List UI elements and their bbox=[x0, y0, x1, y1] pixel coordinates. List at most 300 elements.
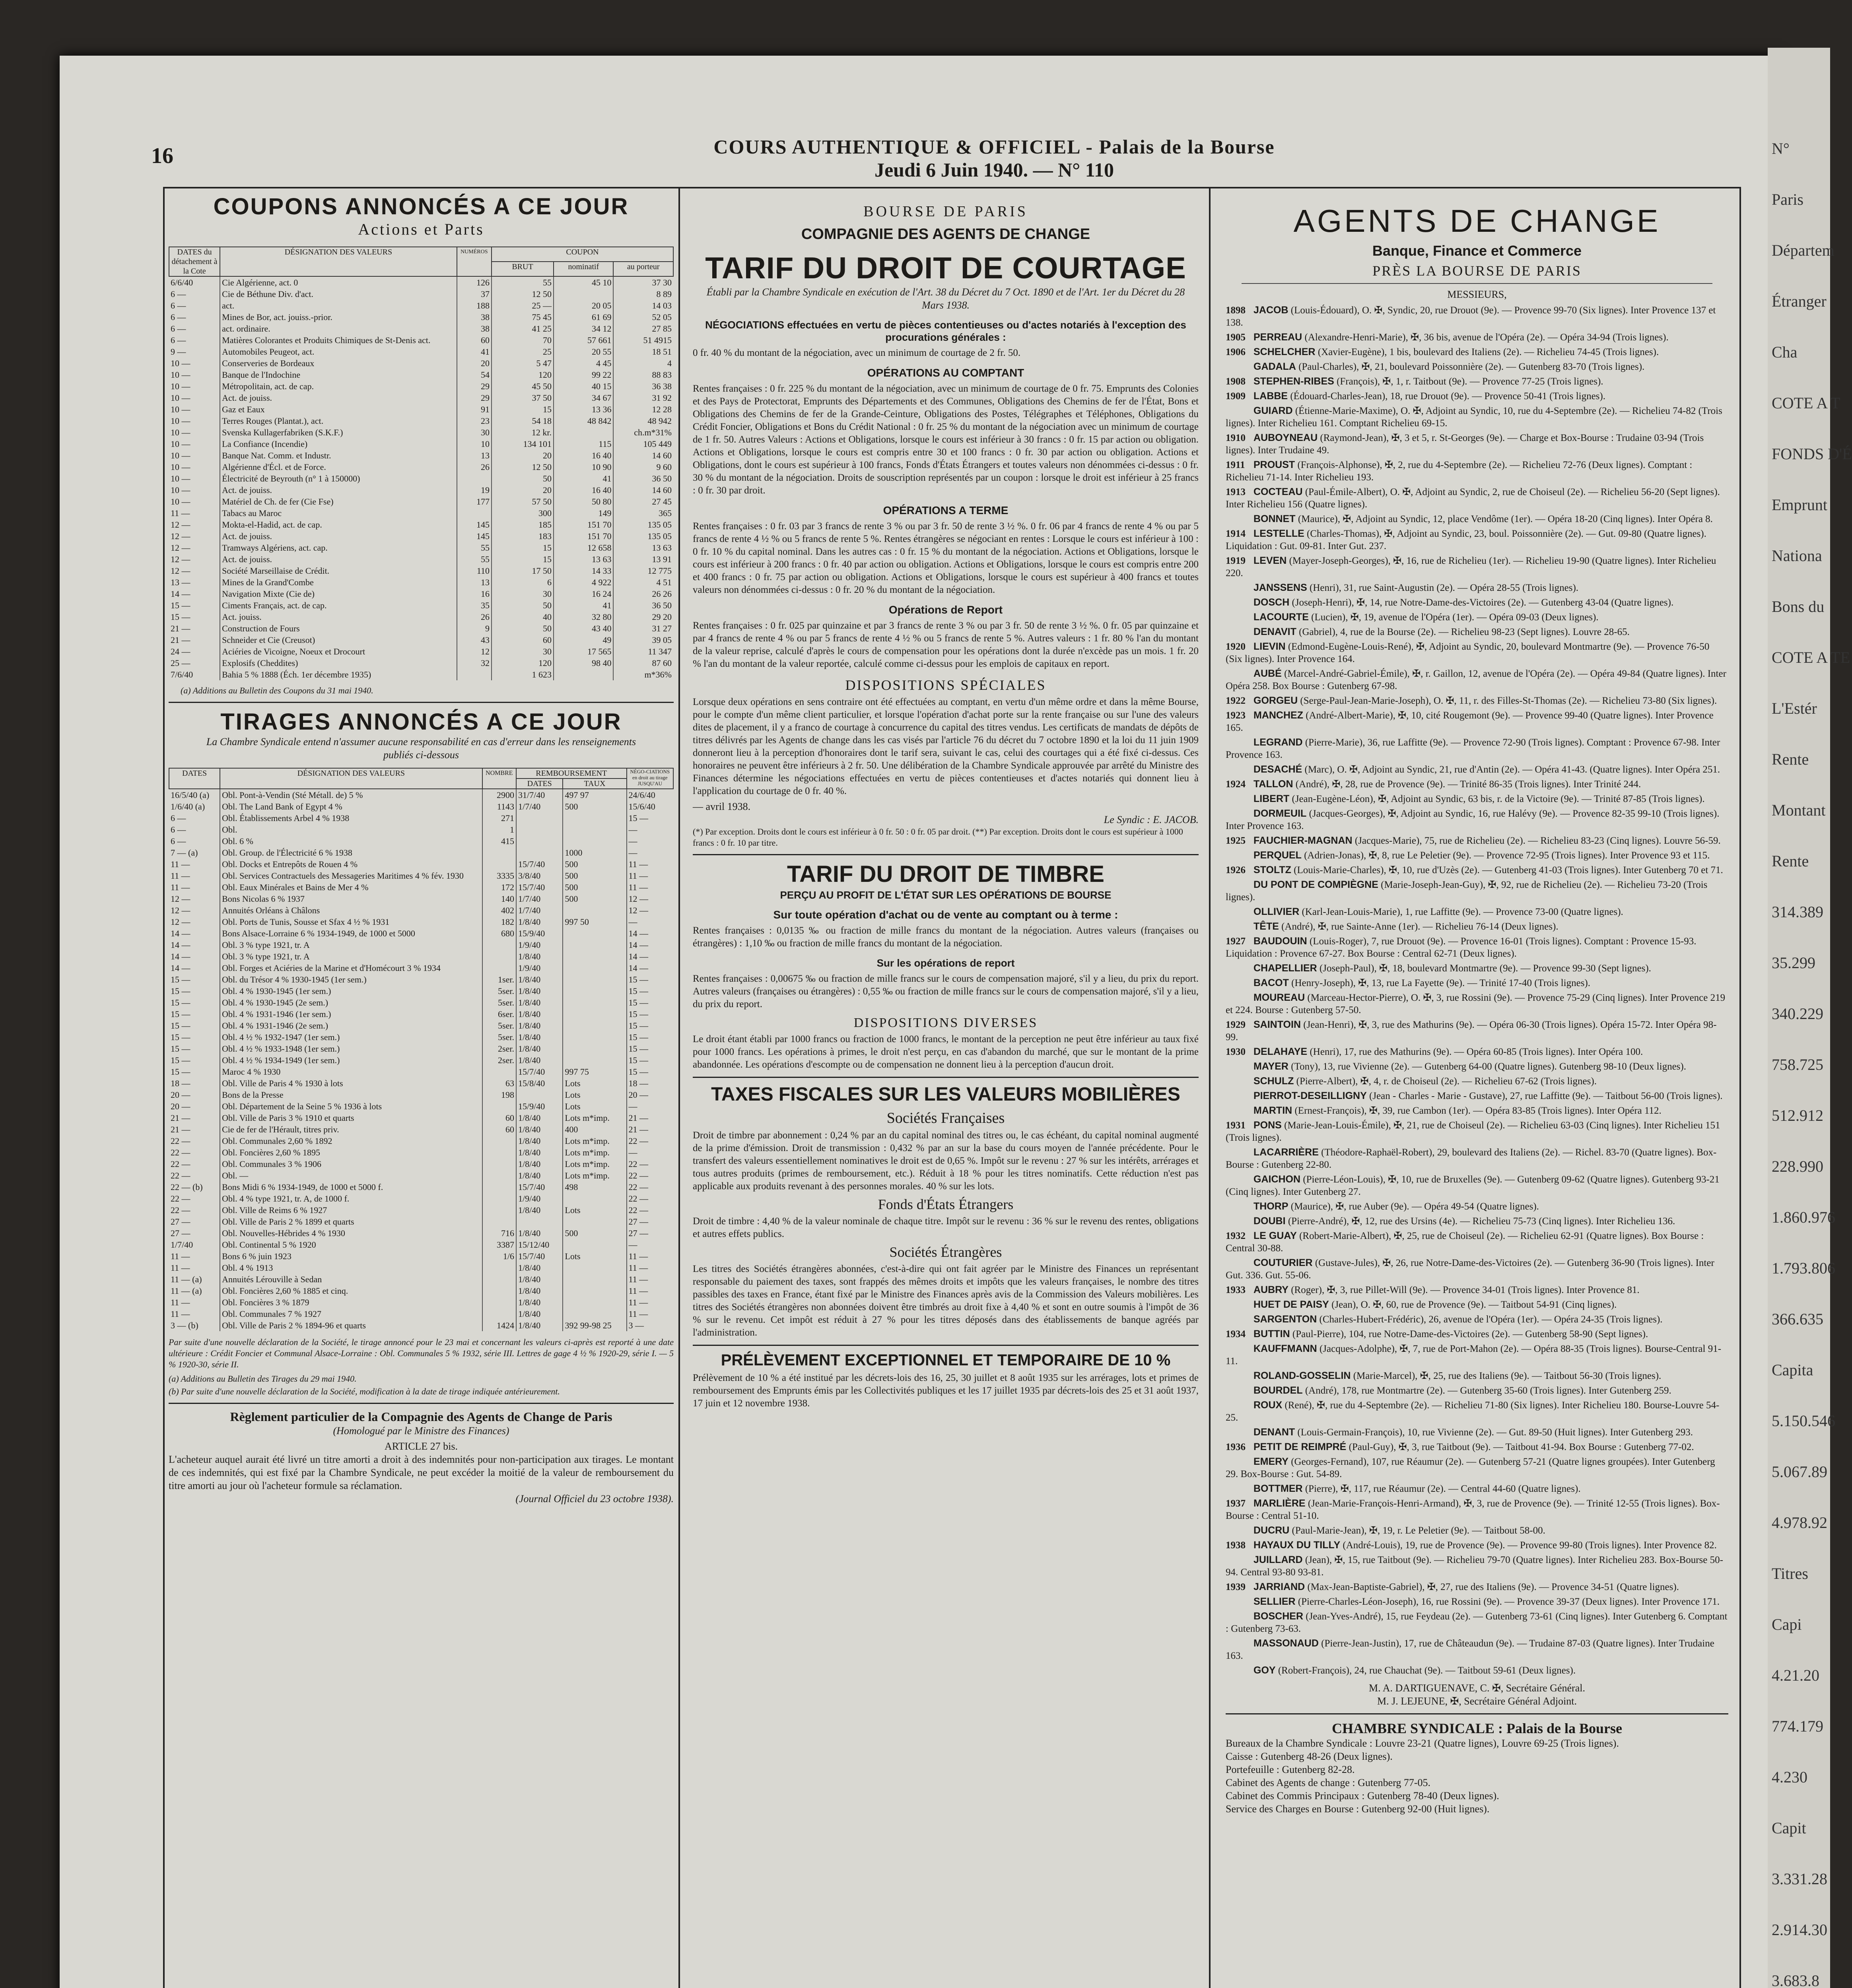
table-cell: 15 — bbox=[171, 1044, 190, 1054]
col-header-dates: DATES bbox=[169, 768, 220, 789]
table-row bbox=[169, 1227, 673, 1239]
table-cell: 11 — bbox=[627, 881, 673, 893]
table-cell: 21 — bbox=[171, 623, 190, 633]
table-cell: Obl. Docks et Entrepôts de Rouen 4 % bbox=[220, 858, 482, 870]
adjacent-page-fragment: 3.331.28 bbox=[1772, 1870, 1827, 1888]
report-title: Opérations de Report bbox=[888, 604, 1003, 616]
tarif-company: COMPAGNIE DES AGENTS DE CHANGE bbox=[801, 226, 1090, 243]
table-cell: 50 bbox=[492, 623, 554, 634]
agent-details: (Louis-Marie-Charles), ✠, 10, rue d'Uzès (2e). — Gutenberg 41-03 (Trois lignes). Inter Gutenberg 70 et 71. bbox=[1291, 865, 1723, 876]
table-cell: 12 — bbox=[171, 566, 190, 576]
agent-year: 1930 bbox=[1226, 1046, 1246, 1057]
agent-entry bbox=[1226, 1343, 1728, 1367]
table-cell: 1/8/40 bbox=[516, 1008, 563, 1020]
adjacent-page-fragment: 758.725 bbox=[1772, 1056, 1823, 1074]
table-cell: 27 — bbox=[171, 1228, 190, 1238]
table-cell: 12 50 bbox=[492, 288, 554, 300]
agent-entry bbox=[1226, 641, 1728, 665]
coupons-subtitle: Actions et Parts bbox=[358, 220, 484, 238]
table-cell: Lots bbox=[563, 1250, 626, 1262]
agent-year: 1938 bbox=[1226, 1540, 1246, 1551]
agent-name: DORMEUIL bbox=[1253, 808, 1307, 819]
agent-name: BONNET bbox=[1253, 513, 1296, 524]
agent-entry bbox=[1226, 486, 1728, 511]
col-header-remboursement: REMBOURSEMENT bbox=[516, 768, 627, 779]
table-cell: 198 bbox=[482, 1089, 516, 1101]
table-cell: — bbox=[627, 1101, 673, 1112]
table-row bbox=[169, 404, 673, 415]
table-cell: 26 bbox=[457, 611, 492, 623]
reglement-title: Règlement particulier de la Compagnie des Agents de Change de Paris bbox=[230, 1409, 612, 1424]
table-cell: 500 bbox=[563, 870, 626, 881]
table-cell: Obl. 6 % bbox=[220, 835, 482, 847]
chambre-lines bbox=[1226, 1737, 1728, 1815]
table-cell bbox=[482, 1181, 516, 1193]
table-cell: 15 bbox=[492, 542, 554, 553]
agent-year: 1906 bbox=[1226, 347, 1246, 357]
agent-entry bbox=[1226, 1581, 1728, 1593]
col-header-nominatif: nominatif bbox=[554, 262, 613, 276]
table-cell: 10 — bbox=[171, 404, 190, 414]
adjacent-page-fragment: 4.230 bbox=[1772, 1768, 1807, 1786]
table-cell: 500 bbox=[563, 881, 626, 893]
taxes-title: TAXES FISCALES SUR LES VALEURS MOBILIÈRES bbox=[711, 1084, 1180, 1105]
agent-entry bbox=[1226, 513, 1728, 525]
negociations-text: 0 fr. 40 % du montant de la négociation, avec un minimum de courtage de 2 fr. 50. bbox=[693, 348, 1021, 358]
table-cell bbox=[482, 1147, 516, 1158]
table-cell: 6 — bbox=[171, 836, 186, 846]
agent-name: HUET DE PAISY bbox=[1253, 1299, 1329, 1310]
taxes-etrangeres-text: Les titres des Sociétés étrangères abonnées, c'est-à-dire qui ont fait agréer par le Ministre des Finances un représentant responsable du paiement des taxes, sont frappés des mêmes droits et impôts que les valeurs françaises, le nombre des titres passibles des taxes en France, étant fixé par le Ministre des Finances après avis de la Commission des Valeurs mobilières. Les titres des Sociétés étrangères non abonnées doivent être timbrés au droit fixe à 4,40 % et sont en outre soumis à l'impôt de 36 % sur le revenu. Cet impôt est réduit à 27 % pour les titres déposés dans des établissements de banque agréés par l'administration. bbox=[693, 1264, 1199, 1338]
table-cell: 32 80 bbox=[554, 611, 613, 623]
table-cell: Svenska Kullagerfabriken (S.K.F.) bbox=[220, 427, 457, 438]
table-cell: 22 — bbox=[171, 1159, 190, 1169]
column-divider bbox=[678, 187, 680, 1988]
table-cell bbox=[482, 1158, 516, 1170]
table-cell: 41 25 bbox=[492, 323, 554, 334]
table-cell: 15/7/40 bbox=[516, 858, 563, 870]
timbre-subtitle: PERÇU AU PROFIT DE L'ÉTAT SUR LES OPÉRATIONS DE BOURSE bbox=[780, 889, 1112, 901]
table-cell: 11 — (a) bbox=[171, 1286, 202, 1296]
table-cell: 34 67 bbox=[554, 392, 613, 404]
table-cell: 680 bbox=[482, 928, 516, 939]
table-cell: 15 — bbox=[171, 1021, 190, 1031]
table-cell: 37 bbox=[457, 288, 492, 300]
table-cell: 12 — bbox=[171, 894, 190, 904]
table-cell: 1/8/40 bbox=[516, 1147, 563, 1158]
agent-details: (Adrien-Jonas), ✠, 8, rue Le Peletier (9e). — Provence 72-95 (Trois lignes). Inter Provence 93 et 115. bbox=[1301, 850, 1710, 861]
table-cell: 36 50 bbox=[613, 473, 673, 484]
agent-details: (André), ✠, rue Sainte-Anne (1er). — Richelieu 76-14 (Deux lignes). bbox=[1279, 921, 1559, 932]
agent-name: BAUDOUIN bbox=[1253, 936, 1307, 947]
table-cell: 997 50 bbox=[563, 916, 626, 928]
adjacent-page-fragment: 512.912 bbox=[1772, 1107, 1823, 1124]
table-cell bbox=[482, 1262, 516, 1274]
table-cell: 1/7/40 bbox=[516, 893, 563, 905]
table-cell: 57 50 bbox=[492, 496, 554, 507]
agent-details: (Jacques-Adolphe), ✠, 7, rue de Port-Mahon (2e). — Opéra 88-35 (Trois lignes). Bourse-Central 91-11. bbox=[1226, 1343, 1722, 1367]
table-cell: 110 bbox=[457, 565, 492, 577]
table-cell: 27 45 bbox=[613, 496, 673, 507]
table-cell: 1/8/40 bbox=[516, 951, 563, 962]
table-cell: 15 — bbox=[171, 1009, 190, 1019]
table-row bbox=[169, 858, 673, 870]
table-cell: 30 bbox=[492, 646, 554, 657]
table-cell: 98 40 bbox=[554, 657, 613, 669]
table-cell: Obl. Eaux Minérales et Bains de Mer 4 % bbox=[220, 881, 482, 893]
agent-name: PETIT DE REIMPRÉ bbox=[1253, 1441, 1347, 1452]
table-row bbox=[169, 1054, 673, 1066]
agent-entry bbox=[1226, 1426, 1728, 1439]
table-cell bbox=[554, 288, 613, 300]
table-cell: 12 775 bbox=[613, 565, 673, 577]
table-cell: 4 45 bbox=[554, 357, 613, 369]
table-cell: 11 — bbox=[171, 1309, 190, 1319]
table-cell: 6 — bbox=[171, 825, 186, 835]
agent-entry bbox=[1226, 763, 1728, 776]
agent-entry bbox=[1226, 346, 1728, 358]
table-cell: 60 bbox=[492, 634, 554, 646]
table-cell: — bbox=[627, 1147, 673, 1158]
table-cell: 11 — bbox=[171, 859, 190, 869]
agent-details: (Henry-Joseph), ✠, 13, rue La Fayette (9e). — Trinité 17-40 (Trois lignes). bbox=[1288, 978, 1590, 988]
table-cell bbox=[563, 1043, 626, 1054]
agent-details: (Paul-Guy), ✠, 3, rue Taitbout (9e). — Taitbout 41-94. Box Bourse : Gutenberg 77-02. bbox=[1346, 1442, 1694, 1452]
agent-name: PIERROT-DESEILLIGNY bbox=[1253, 1090, 1367, 1101]
table-cell: Lots bbox=[563, 1204, 626, 1216]
agent-year: 1925 bbox=[1226, 835, 1246, 846]
timbre-dispositions-title: DISPOSITIONS DIVERSES bbox=[853, 1015, 1038, 1030]
timbre-comptant-text: Rentes françaises : 0,0135 ‰ ou fraction de mille francs du montant de la négociation. Autres valeurs (françaises ou étrangères) : 1,10 ‰ ou fraction de mille francs du montant de la négociation. bbox=[693, 925, 1199, 949]
table-cell: act. ordinaire. bbox=[220, 323, 457, 334]
agent-details: (René), ✠, rue du 4-Septembre (2e). — Richelieu 71-80 (Six lignes). Inter Richelieu 180. Bourse-Louvre 54-25. bbox=[1226, 1400, 1720, 1423]
table-cell: 15 — bbox=[627, 812, 673, 824]
table-cell: Bons de la Presse bbox=[220, 1089, 482, 1101]
table-cell: 15 — bbox=[627, 985, 673, 997]
agent-name: ROUX bbox=[1253, 1400, 1283, 1411]
table-cell: 27 85 bbox=[613, 323, 673, 334]
coupons-note: (a) Additions au Bulletin des Coupons du 31 mai 1940. bbox=[181, 685, 373, 695]
tarif-kicker: BOURSE DE PARIS bbox=[863, 203, 1028, 220]
table-row bbox=[169, 646, 673, 657]
table-cell: — bbox=[627, 916, 673, 928]
agent-entry bbox=[1226, 695, 1728, 707]
table-cell: 500 bbox=[563, 858, 626, 870]
agent-name: AUBÉ bbox=[1253, 668, 1282, 679]
table-cell bbox=[482, 1204, 516, 1216]
table-cell: 3 — bbox=[627, 1320, 673, 1331]
table-cell: Obl. Services Contractuels des Messageries Maritimes 4 % fév. 1930 bbox=[220, 870, 482, 881]
chambre-line: Cabinet des Agents de change : Gutenberg 77-05. bbox=[1226, 1777, 1431, 1788]
table-cell: Act. jouiss. bbox=[220, 611, 457, 623]
table-cell: 9 bbox=[457, 623, 492, 634]
table-cell: 14 — bbox=[171, 589, 190, 599]
table-row bbox=[169, 847, 673, 858]
page-number: 16 bbox=[151, 144, 173, 168]
agent-name: LABBE bbox=[1253, 390, 1288, 402]
agent-entry bbox=[1226, 555, 1728, 579]
agent-details: (Marie-Marcel), ✠, 25, rue des Italiens (9e). — Taitbout 56-30 (Trois lignes). bbox=[1351, 1371, 1662, 1381]
agent-name: PROUST bbox=[1253, 459, 1295, 470]
table-row bbox=[169, 1008, 673, 1020]
adjacent-page-fragment: 1.793.806 bbox=[1772, 1259, 1835, 1277]
table-cell: 63 bbox=[482, 1077, 516, 1089]
table-cell: 36 38 bbox=[613, 381, 673, 392]
table-row bbox=[169, 461, 673, 473]
table-cell bbox=[563, 1297, 626, 1308]
table-cell: 12 — bbox=[171, 917, 190, 927]
table-cell: 11 — bbox=[627, 870, 673, 881]
agent-name: BOTTMER bbox=[1253, 1483, 1303, 1494]
table-cell: Obl. Continental 5 % 1920 bbox=[220, 1239, 482, 1250]
agent-entry bbox=[1226, 432, 1728, 456]
timbre-title: TARIF DU DROIT DE TIMBRE bbox=[787, 861, 1104, 887]
agent-details: (Henri), 31, rue Saint-Augustin (2e). — Opéra 28-55 (Trois lignes). bbox=[1307, 582, 1579, 593]
table-cell: 15/9/40 bbox=[516, 928, 563, 939]
agent-details: (André-Louis), 19, rue de Provence (9e). — Provence 99-80 (Trois lignes). Inter Provence 82. bbox=[1340, 1540, 1717, 1551]
table-cell: 40 15 bbox=[554, 381, 613, 392]
agent-year: 1923 bbox=[1226, 710, 1246, 721]
table-cell: 1/7/40 bbox=[516, 801, 563, 812]
table-row bbox=[169, 789, 673, 801]
table-cell: 1/8/40 bbox=[516, 1285, 563, 1297]
tarif-legal: Établi par la Chambre Syndicale en exécution de l'Art. 38 du Décret du 7 Oct. 1890 et de l'Art. 1er du Décret du 28 Mars 1938. bbox=[706, 286, 1185, 311]
agent-entry bbox=[1226, 1539, 1728, 1551]
agent-entry bbox=[1226, 1075, 1728, 1087]
table-cell: Bons Nicolas 6 % 1937 bbox=[220, 893, 482, 905]
table-cell: 57 661 bbox=[554, 334, 613, 346]
masthead-date: Jeudi 6 Juin 1940. — N° 110 bbox=[874, 159, 1114, 181]
table-cell: Mines de la Grand'Combe bbox=[220, 577, 457, 588]
table-cell: 140 bbox=[482, 893, 516, 905]
table-row bbox=[169, 1066, 673, 1077]
table-cell: 11 — bbox=[627, 1297, 673, 1308]
agent-details: (Gustave-Jules), ✠, 26, rue Notre-Dame-des-Victoires (2e). — Gutenberg 36-90 (Trois lignes). Inter Gut. 336. Gut. 55-06. bbox=[1226, 1258, 1714, 1281]
table-cell: 5ser. bbox=[482, 1031, 516, 1043]
table-cell: 1/8/40 bbox=[516, 974, 563, 985]
column-left bbox=[165, 187, 678, 1988]
col-header-porteur: au porteur bbox=[613, 262, 673, 276]
agent-entry bbox=[1226, 1328, 1728, 1340]
adjacent-page-fragment: Nationa bbox=[1772, 547, 1822, 565]
table-row bbox=[169, 1112, 673, 1124]
agent-details: (Jean-Henri), ✠, 3, rue des Mathurins (9e). — Opéra 06-30 (Trois lignes). Opéra 15-72. Inter Opéra 98-99. bbox=[1226, 1019, 1717, 1043]
table-cell: 6ser. bbox=[482, 1008, 516, 1020]
table-cell: Explosifs (Cheddites) bbox=[220, 657, 457, 669]
table-cell: 1000 bbox=[563, 847, 626, 858]
table-cell: 38 bbox=[457, 323, 492, 334]
col-header-coupon: COUPON bbox=[492, 247, 673, 262]
table-cell: 997 75 bbox=[563, 1066, 626, 1077]
table-cell bbox=[482, 1274, 516, 1285]
agent-details: (Pierre-Léon-Louis), ✠, 10, rue de Bruxelles (9e). — Gutenberg 09-62 (Quatre lignes). Gutenberg 93-21 (Cinq lignes). Inter Gutenberg 27. bbox=[1226, 1174, 1720, 1197]
table-cell: 15 — bbox=[171, 1055, 190, 1065]
table-cell: Lots bbox=[563, 1077, 626, 1089]
table-cell bbox=[516, 812, 563, 824]
table-cell: 135 05 bbox=[613, 530, 673, 542]
agent-name: JARRIAND bbox=[1253, 1581, 1305, 1592]
table-cell: Obl. 4 % type 1921, tr. A, de 1000 f. bbox=[220, 1193, 482, 1204]
table-cell bbox=[516, 824, 563, 835]
table-cell: Obl. 3 % type 1921, tr. A bbox=[220, 951, 482, 962]
table-row bbox=[169, 415, 673, 427]
agent-entry bbox=[1226, 864, 1728, 876]
tirages-note-b: (b) Par suite d'une nouvelle déclaration de la Société, modification à la date de tirage indiquée antérieurement. bbox=[169, 1386, 560, 1396]
table-cell bbox=[563, 951, 626, 962]
agent-details: (Robert-Marie-Albert), ✠, 25, rue de Choiseul (2e). — Richelieu 62-91 (Quatre lignes). Box Bourse : Central 30-88. bbox=[1226, 1231, 1704, 1254]
table-cell: 15 — bbox=[627, 1043, 673, 1054]
table-row bbox=[169, 1020, 673, 1031]
table-row bbox=[169, 519, 673, 530]
taxes-fr-title: Sociétés Françaises bbox=[886, 1110, 1005, 1126]
table-cell: — bbox=[627, 824, 673, 835]
table-cell: 34 12 bbox=[554, 323, 613, 334]
table-cell: 91 bbox=[457, 404, 492, 415]
table-cell: Cie Algérienne, act. 0 bbox=[220, 276, 457, 288]
agent-details: (André), 178, rue Montmartre (2e). — Gutenberg 35-60 (Trois lignes). Inter Gutenberg 259. bbox=[1302, 1385, 1671, 1396]
comptant-text: Rentes françaises : 0 fr. 225 % du montant de la négociation, avec un minimum de courtage de 0 fr. 75. Emprunts des Colonies et des Pays de Protectorat, Emprunts des Départements et des Communes, Obligations des Chemins de fer de l'État, Bons et Obligations des Chemins de fer de la Grande-Ceinture, Obligations des Postes, Télégraphes et Téléphones, Obligations du Crédit Foncier, Obligations et Bons du Crédit National : 0 fr. 25 % du montant de la négociation avec un minimum de courtage de 1 fr. 50. Autres Valeurs : Actions et Obligations, lorsque le cours est inférieur à 30 francs : 0 fr. 15 par action ou obligation. Actions et Obligations, lorsque le cours est compris entre 30 et 100 francs : 0 fr. 30 par action ou obligation. Actions et Obligations, dont le cours est supérieur à 100 francs, Fonds d'États Étrangers et toutes valeurs non dénommées ci-dessus : 0 fr. 30 % du montant de la négociation. Droits de souscription représentés par un coupon : lorsque le droit est inférieur à 25 francs : 0 fr. 30 par droit. bbox=[693, 383, 1199, 496]
table-cell: 8 89 bbox=[613, 288, 673, 300]
table-row bbox=[169, 812, 673, 824]
table-cell: 15 — bbox=[627, 974, 673, 985]
table-cell: 15 — bbox=[171, 986, 190, 996]
table-cell: 22 — bbox=[171, 1147, 190, 1157]
agent-details: (Ernest-François), ✠, 39, rue Cambon (1er). — Opéra 83-85 (Trois lignes). Inter Opéra 112. bbox=[1292, 1105, 1662, 1116]
table-cell: 12 bbox=[457, 646, 492, 657]
agent-details: (Pierre-Charles-Léon-Joseph), 16, rue Rossini (9e). — Provence 39-37 (Deux lignes). Inter Provence 171. bbox=[1295, 1596, 1720, 1607]
table-cell: 12 — bbox=[171, 520, 190, 530]
table-cell: 1/8/40 bbox=[516, 1054, 563, 1066]
column-middle bbox=[685, 187, 1207, 1988]
table-row bbox=[169, 553, 673, 565]
table-cell: 13 — bbox=[171, 577, 190, 587]
table-cell: 20 — bbox=[171, 1101, 190, 1111]
tarif-title: TARIF DU DROIT DE COURTAGE bbox=[705, 251, 1186, 285]
agent-year: 1932 bbox=[1226, 1231, 1246, 1241]
agent-entry bbox=[1226, 331, 1728, 344]
agent-details: (Charles-Thomas), ✠, Adjoint au Syndic, 23, boul. Poissonnière (2e). — Gut. 09-80 (Quatre lignes). Liquidation : Gut. 09-81. Inter Gut. 237. bbox=[1226, 528, 1706, 551]
table-cell: Obl. Ville de Reims 6 % 1927 bbox=[220, 1204, 482, 1216]
table-row bbox=[169, 1135, 673, 1147]
table-cell: 12 — bbox=[171, 554, 190, 564]
tirages-table bbox=[169, 768, 674, 1331]
table-cell bbox=[554, 427, 613, 438]
table-cell: 22 — bbox=[627, 1158, 673, 1170]
table-row bbox=[169, 835, 673, 847]
table-cell: 6 — bbox=[171, 301, 186, 311]
agent-name: STOLTZ bbox=[1253, 864, 1291, 876]
col-header-dates: DATES du détachement à la Cote bbox=[169, 247, 220, 276]
table-row bbox=[169, 530, 673, 542]
table-cell: Obl. 4 ½ % 1933-1948 (1er sem.) bbox=[220, 1043, 482, 1054]
table-cell: Obl. Ville de Paris 2 % 1899 et quarts bbox=[220, 1216, 482, 1227]
table-cell: Obl. 4 % 1931-1946 (1er sem.) bbox=[220, 1008, 482, 1020]
agent-year: 1919 bbox=[1226, 555, 1246, 566]
table-cell: 43 bbox=[457, 634, 492, 646]
adjacent-page-fragment: Capit bbox=[1772, 1819, 1806, 1837]
agent-entry bbox=[1226, 1090, 1728, 1102]
agent-entry bbox=[1226, 1370, 1728, 1382]
agent-entry bbox=[1226, 1497, 1728, 1522]
col-header-remb-dates: DATES bbox=[516, 779, 563, 789]
agent-entry bbox=[1226, 1060, 1728, 1073]
table-cell: 10 — bbox=[171, 370, 190, 380]
chambre-line: Bureaux de la Chambre Syndicale : Louvre 23-21 (Quatre lignes), Louvre 69-25 (Trois lignes). bbox=[1226, 1738, 1619, 1749]
table-cell: 31/7/40 bbox=[516, 789, 563, 801]
table-cell: 3/8/40 bbox=[516, 870, 563, 881]
table-cell bbox=[482, 1297, 516, 1308]
adjacent-page-fragment: Paris bbox=[1772, 190, 1803, 208]
agent-entry bbox=[1226, 1105, 1728, 1117]
table-cell: 400 bbox=[563, 1124, 626, 1135]
table-cell: Annuités Lérouville à Sedan bbox=[220, 1274, 482, 1285]
table-cell: 22 — bbox=[171, 1205, 190, 1215]
table-cell: 14 60 bbox=[613, 450, 673, 461]
agent-year: 1927 bbox=[1226, 936, 1246, 947]
agent-name: PERREAU bbox=[1253, 332, 1302, 343]
agent-entry bbox=[1226, 1284, 1728, 1296]
table-cell: Obl. The Land Bank of Egypt 4 % bbox=[220, 801, 482, 812]
table-cell: 12 658 bbox=[554, 542, 613, 553]
taxes-etrangeres-title: Sociétés Étrangères bbox=[889, 1244, 1002, 1260]
table-cell: Lots m*imp. bbox=[563, 1135, 626, 1147]
table-cell: Act. de jouiss. bbox=[220, 553, 457, 565]
table-row bbox=[169, 611, 673, 623]
agent-details: (Louis-Roger), 7, rue Drouot (9e). — Provence 16-01 (Trois lignes). Comptant : Provence 15-93. Liquidation : Provence 67-27. Box Bourse : Central 62-71 (Deux lignes). bbox=[1226, 936, 1697, 959]
table-cell: 1 bbox=[482, 824, 516, 835]
table-cell: 50 80 bbox=[554, 496, 613, 507]
table-cell: 16/5/40 (a) bbox=[171, 790, 210, 800]
agent-name: LESTELLE bbox=[1253, 528, 1304, 539]
table-cell: Obl. Communales 7 % 1927 bbox=[220, 1308, 482, 1320]
table-cell bbox=[563, 1020, 626, 1031]
table-row bbox=[169, 311, 673, 323]
reglement-article: ARTICLE 27 bis. bbox=[384, 1441, 458, 1452]
chambre-title: CHAMBRE SYNDICALE : Palais de la Bourse bbox=[1331, 1720, 1623, 1736]
negociations-title: NÉGOCIATIONS effectuées en vertu de pièces contentieuses ou d'actes notariés à l'exception des procurations générales : bbox=[705, 319, 1186, 343]
agent-details: (Charles-Hubert-Frédéric), 26, avenue de l'Opéra (1er). — Opéra 24-35 (Trois lignes). bbox=[1317, 1314, 1663, 1325]
table-cell: 25 — bbox=[492, 300, 554, 311]
table-cell: Bahia 5 % 1888 (Éch. 1er décembre 1935) bbox=[220, 669, 457, 680]
agent-name: LACOURTE bbox=[1253, 612, 1309, 623]
table-cell: 21 — bbox=[171, 1124, 190, 1134]
agent-entry bbox=[1226, 977, 1728, 989]
table-cell: 27 — bbox=[171, 1217, 190, 1227]
agent-details: (Jean-Marie-François-Henri-Armand), ✠, 3, rue de Provence (9e). — Trinité 12-55 (Trois lignes). Box-Bourse : Central 51-10. bbox=[1226, 1498, 1720, 1521]
agent-details: (Paul-Pierre), 104, rue Notre-Dame-des-Victoires (2e). — Gutenberg 58-90 (Sept lignes). bbox=[1290, 1329, 1648, 1340]
table-cell: 6 — bbox=[171, 324, 186, 334]
table-cell: 16 40 bbox=[554, 450, 613, 461]
table-cell: 15 bbox=[492, 404, 554, 415]
table-cell: 14 — bbox=[171, 940, 190, 950]
agent-name: DUCRU bbox=[1253, 1525, 1290, 1536]
agent-entry bbox=[1226, 582, 1728, 594]
table-cell: 13 91 bbox=[613, 553, 673, 565]
table-cell: Obl. Foncières 3 % 1879 bbox=[220, 1297, 482, 1308]
agent-details: (Karl-Jean-Louis-Marie), 1, rue Laffitte (9e). — Provence 73-00 (Quatre lignes). bbox=[1299, 907, 1623, 917]
table-cell: ch.m*31% bbox=[613, 427, 673, 438]
table-row bbox=[169, 824, 673, 835]
agent-year: 1939 bbox=[1226, 1582, 1246, 1592]
table-cell: Act. de jouiss. bbox=[220, 392, 457, 404]
agent-year: 1913 bbox=[1226, 487, 1246, 497]
table-cell bbox=[482, 1193, 516, 1204]
table-cell: Act. de jouiss. bbox=[220, 530, 457, 542]
table-cell: 37 50 bbox=[492, 392, 554, 404]
table-cell: Cie de Béthune Div. d'act. bbox=[220, 288, 457, 300]
agent-entry bbox=[1226, 1610, 1728, 1635]
table-cell: 183 bbox=[492, 530, 554, 542]
